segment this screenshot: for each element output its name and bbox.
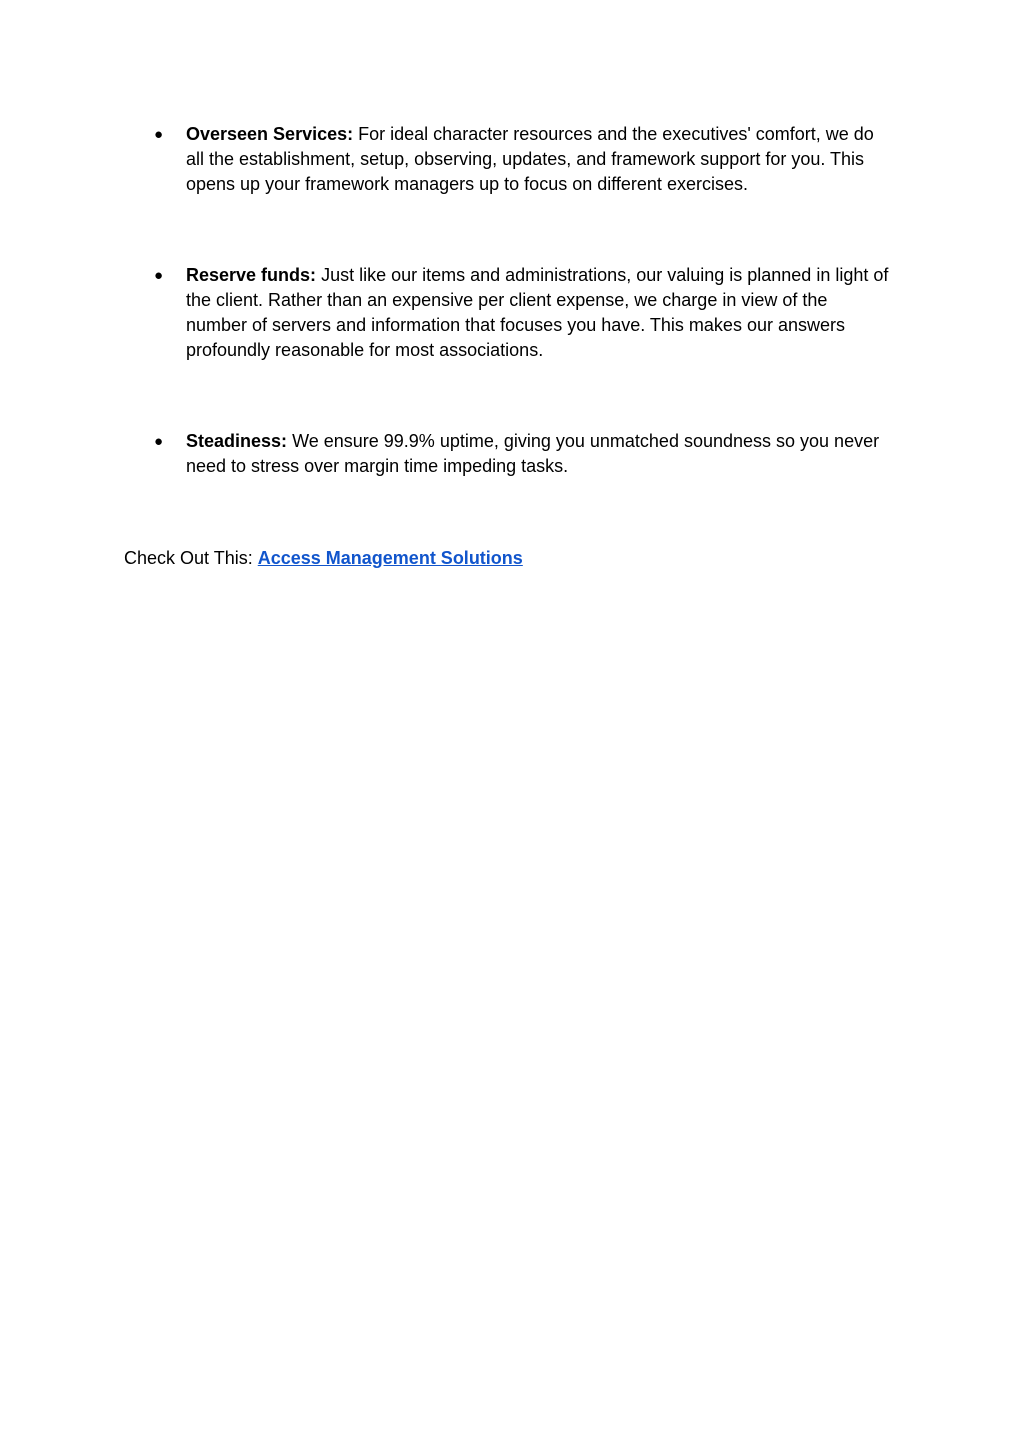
check-out-line — [124, 546, 523, 571]
list-item — [0, 263, 892, 363]
bullet-icon: ● — [154, 267, 164, 284]
item-text: We ensure 99.9% uptime, giving you unmatched soundness so you never need to stress over margin time impeding tasks. — [186, 431, 880, 476]
check-out-prefix: Check Out This: — [124, 548, 253, 568]
bullet-icon: ● — [154, 433, 164, 450]
list-item — [0, 122, 892, 197]
item-term: Reserve funds: — [186, 265, 317, 285]
item-term: Overseen Services: — [186, 124, 354, 144]
bullet-icon: ● — [154, 126, 164, 143]
item-text: Just like our items and administrations, our valuing is planned in light of the client. Rather than an expensive per client expense, we charge in view of the number of servers and information that focuses you have. This makes our answers profoundly reasonable for most associations. — [186, 265, 889, 360]
access-management-link[interactable]: Access Management Solutions — [257, 548, 523, 568]
feature-list — [0, 122, 1024, 479]
item-text: For ideal character resources and the executives' comfort, we do all the establishment, setup, observing, updates, and framework support for you. This opens up your framework managers up to focus on different exercises. — [186, 124, 874, 194]
list-item — [0, 429, 892, 479]
item-term: Steadiness: — [186, 431, 288, 451]
